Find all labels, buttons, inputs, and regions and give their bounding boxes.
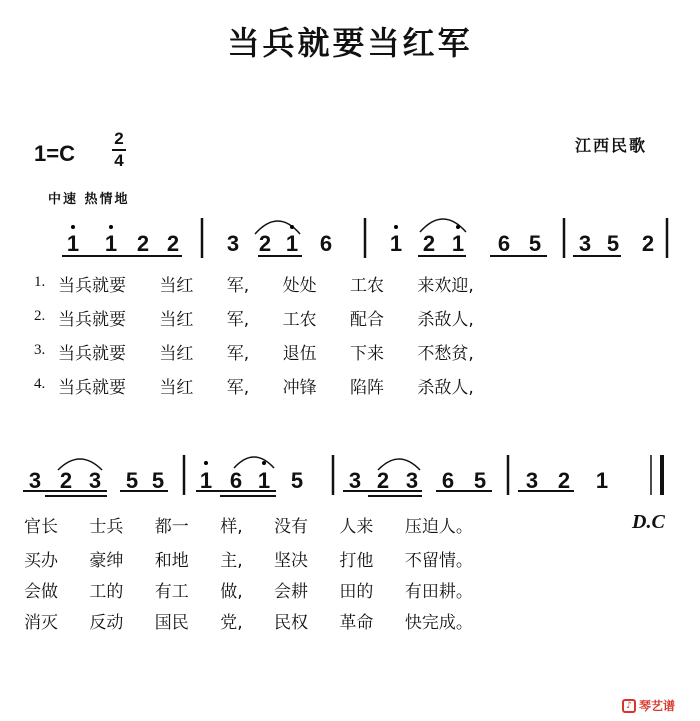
time-signature-bottom: 4 <box>114 151 124 170</box>
note: 1 <box>199 468 213 493</box>
note: 2 <box>422 231 436 256</box>
lyric-line: 官长 士兵 都一 样, 没有 人来 压迫人。 <box>24 517 473 537</box>
note: 2 <box>557 468 571 493</box>
lyric-line: 会做 工的 有工 做, 会耕 田的 有田耕。 <box>24 582 473 602</box>
verse-number: 4. <box>34 376 46 392</box>
note: 2 <box>59 468 73 493</box>
da-capo-marking: D.C <box>632 511 665 533</box>
lyric-line: 消灭 反动 国民 党, 民权 革命 快完成。 <box>24 613 473 633</box>
octave-dot <box>262 461 266 465</box>
song-origin: 江西民歌 <box>575 136 648 155</box>
note: 6 <box>319 231 333 256</box>
octave-dot <box>394 225 398 229</box>
lyric-line: 买办 豪绅 和地 主, 坚决 打他 不留情。 <box>24 551 473 571</box>
octave-dot <box>204 461 208 465</box>
octave-dot <box>109 225 113 229</box>
note: 5 <box>528 231 542 256</box>
note: 3 <box>226 231 240 256</box>
note: 2 <box>641 231 655 256</box>
note: 3 <box>405 468 419 493</box>
note: 1 <box>451 231 465 256</box>
verse-number: 2. <box>34 308 46 324</box>
note: 5 <box>290 468 304 493</box>
note: 2 <box>166 231 180 256</box>
octave-dot <box>290 225 294 229</box>
tempo-marking: 中速 热情地 <box>48 192 130 207</box>
note: 3 <box>578 231 592 256</box>
verse-number: 1. <box>34 274 46 290</box>
note: 3 <box>88 468 102 493</box>
watermark <box>622 697 675 714</box>
note: 5 <box>125 468 139 493</box>
note: 3 <box>28 468 42 493</box>
note: 3 <box>348 468 362 493</box>
note: 5 <box>151 468 165 493</box>
lyric-line: 当兵就要 当红 军, 工农 配合 杀敌人, <box>58 310 474 330</box>
verse-number: 3. <box>34 342 46 358</box>
note: 2 <box>136 231 150 256</box>
lyric-line: 当兵就要 当红 军, 冲锋 陷阵 杀敌人, <box>58 378 474 398</box>
time-signature-top: 2 <box>114 129 124 148</box>
note: 1 <box>66 231 80 256</box>
note: 6 <box>497 231 511 256</box>
note: 1 <box>285 231 299 256</box>
octave-dot <box>71 225 75 229</box>
note: 2 <box>376 468 390 493</box>
note: 1 <box>104 231 118 256</box>
note: 6 <box>441 468 455 493</box>
song-title: 当兵就要当红军 <box>227 24 473 62</box>
note: 3 <box>525 468 539 493</box>
note: 1 <box>595 468 609 493</box>
slur <box>234 457 274 468</box>
key-signature: 1=C <box>34 141 75 166</box>
lyric-line: 当兵就要 当红 军, 退伍 下来 不愁贫, <box>58 344 474 364</box>
note: 6 <box>229 468 243 493</box>
note: 5 <box>606 231 620 256</box>
octave-dot <box>456 225 460 229</box>
note: 2 <box>258 231 272 256</box>
note: 1 <box>257 468 271 493</box>
note: 1 <box>389 231 403 256</box>
piano-logo-icon: ♪ <box>622 699 636 713</box>
lyric-line: 当兵就要 当红 军, 处处 工农 来欢迎, <box>58 276 474 296</box>
watermark-text: 琴艺谱 <box>639 699 676 713</box>
note: 5 <box>473 468 487 493</box>
